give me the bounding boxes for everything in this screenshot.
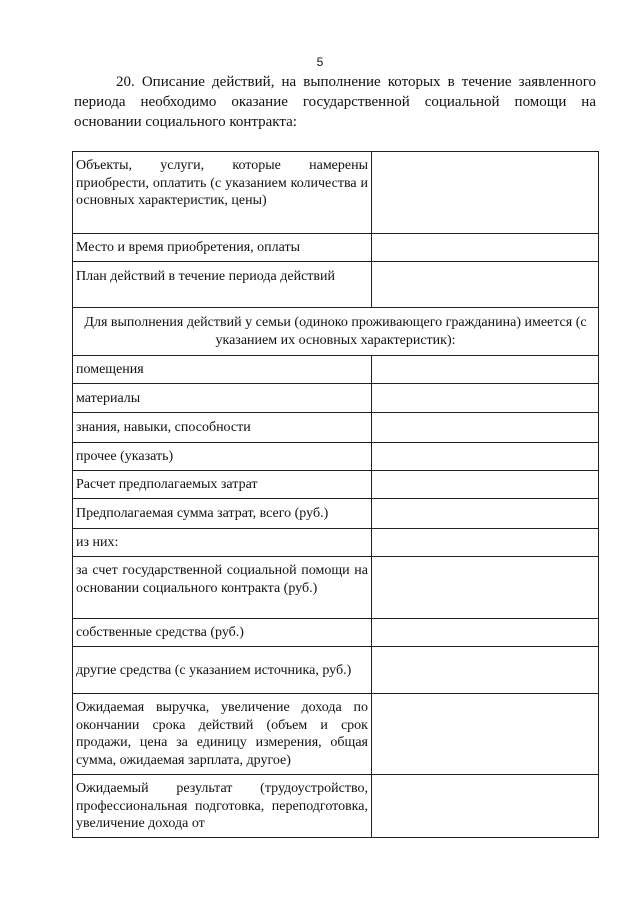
row-value-materials[interactable]: [372, 384, 599, 413]
table-row-expected-revenue: [73, 694, 599, 775]
row-label-other-funds: другие средства (с указанием источника, руб.): [73, 647, 372, 694]
row-value-total-cost[interactable]: [372, 499, 599, 529]
table-row-of-which: [73, 529, 599, 557]
row-value-objects[interactable]: [372, 152, 599, 234]
row-value-of-which[interactable]: [372, 529, 599, 557]
table-row-total-cost: [73, 499, 599, 529]
table-row-objects: [73, 152, 599, 234]
row-value-other-funds[interactable]: [372, 647, 599, 694]
row-label-action-plan: План действий в течение периода действий: [73, 262, 372, 308]
table-section-header-row: [73, 308, 599, 356]
row-label-of-which: из них:: [73, 529, 372, 557]
table-row-state-aid: [73, 557, 599, 619]
row-label-materials: материалы: [73, 384, 372, 413]
table-row-expected-result: [73, 775, 599, 838]
row-label-state-aid: за счет государственной социальной помощи на основании социального контракта (руб.): [73, 557, 372, 619]
row-value-place-time[interactable]: [372, 234, 599, 262]
row-value-action-plan[interactable]: [372, 262, 599, 308]
table-row-premises: [73, 356, 599, 384]
row-label-cost-calc: Расчет предполагаемых затрат: [73, 471, 372, 499]
page-number: 5: [316, 55, 324, 69]
row-label-premises: помещения: [73, 356, 372, 384]
row-label-total-cost: Предполагаемая сумма затрат, всего (руб.): [73, 499, 372, 529]
table-row-other: [73, 443, 599, 471]
row-label-objects: Объекты, услуги, которые намерены приобрести, оплатить (с указанием количества и основных характеристик, цены): [73, 152, 372, 234]
row-label-skills: знания, навыки, способности: [73, 413, 372, 443]
table-row-action-plan: [73, 262, 599, 308]
section-header-resources: Для выполнения действий у семьи (одиноко проживающего гражданина) имеется (с указанием их основных характеристик):: [73, 308, 599, 356]
row-label-other: прочее (указать): [73, 443, 372, 471]
table-row-materials: [73, 384, 599, 413]
row-value-state-aid[interactable]: [372, 557, 599, 619]
table-row-place-time: [73, 234, 599, 262]
row-value-skills[interactable]: [372, 413, 599, 443]
table-row-other-funds: [73, 647, 599, 694]
table-row-skills: [73, 413, 599, 443]
row-label-place-time: Место и время приобретения, оплаты: [73, 234, 372, 262]
row-label-expected-revenue: Ожидаемая выручка, увеличение дохода по окончании срока действий (объем и срок продажи, цена за единицу измерения, общая сумма, ожидаемая зарплата, другое): [73, 694, 372, 775]
row-value-premises[interactable]: [372, 356, 599, 384]
action-description-table: [72, 151, 599, 838]
row-label-own-funds: собственные средства (руб.): [73, 619, 372, 647]
table-row-own-funds: [73, 619, 599, 647]
row-label-expected-result: Ожидаемый результат (трудоустройство, профессиональная подготовка, переподготовка, увеличение дохода от: [73, 775, 372, 838]
row-value-expected-revenue[interactable]: [372, 694, 599, 775]
row-value-expected-result[interactable]: [372, 775, 599, 838]
row-value-other[interactable]: [372, 443, 599, 471]
row-value-cost-calc[interactable]: [372, 471, 599, 499]
section-heading: 20. Описание действий, на выполнение которых в течение заявленного периода необходимо оказание государственной социальной помощи на основании социального контракта:: [74, 74, 596, 130]
table-row-cost-calc: [73, 471, 599, 499]
row-value-own-funds[interactable]: [372, 619, 599, 647]
